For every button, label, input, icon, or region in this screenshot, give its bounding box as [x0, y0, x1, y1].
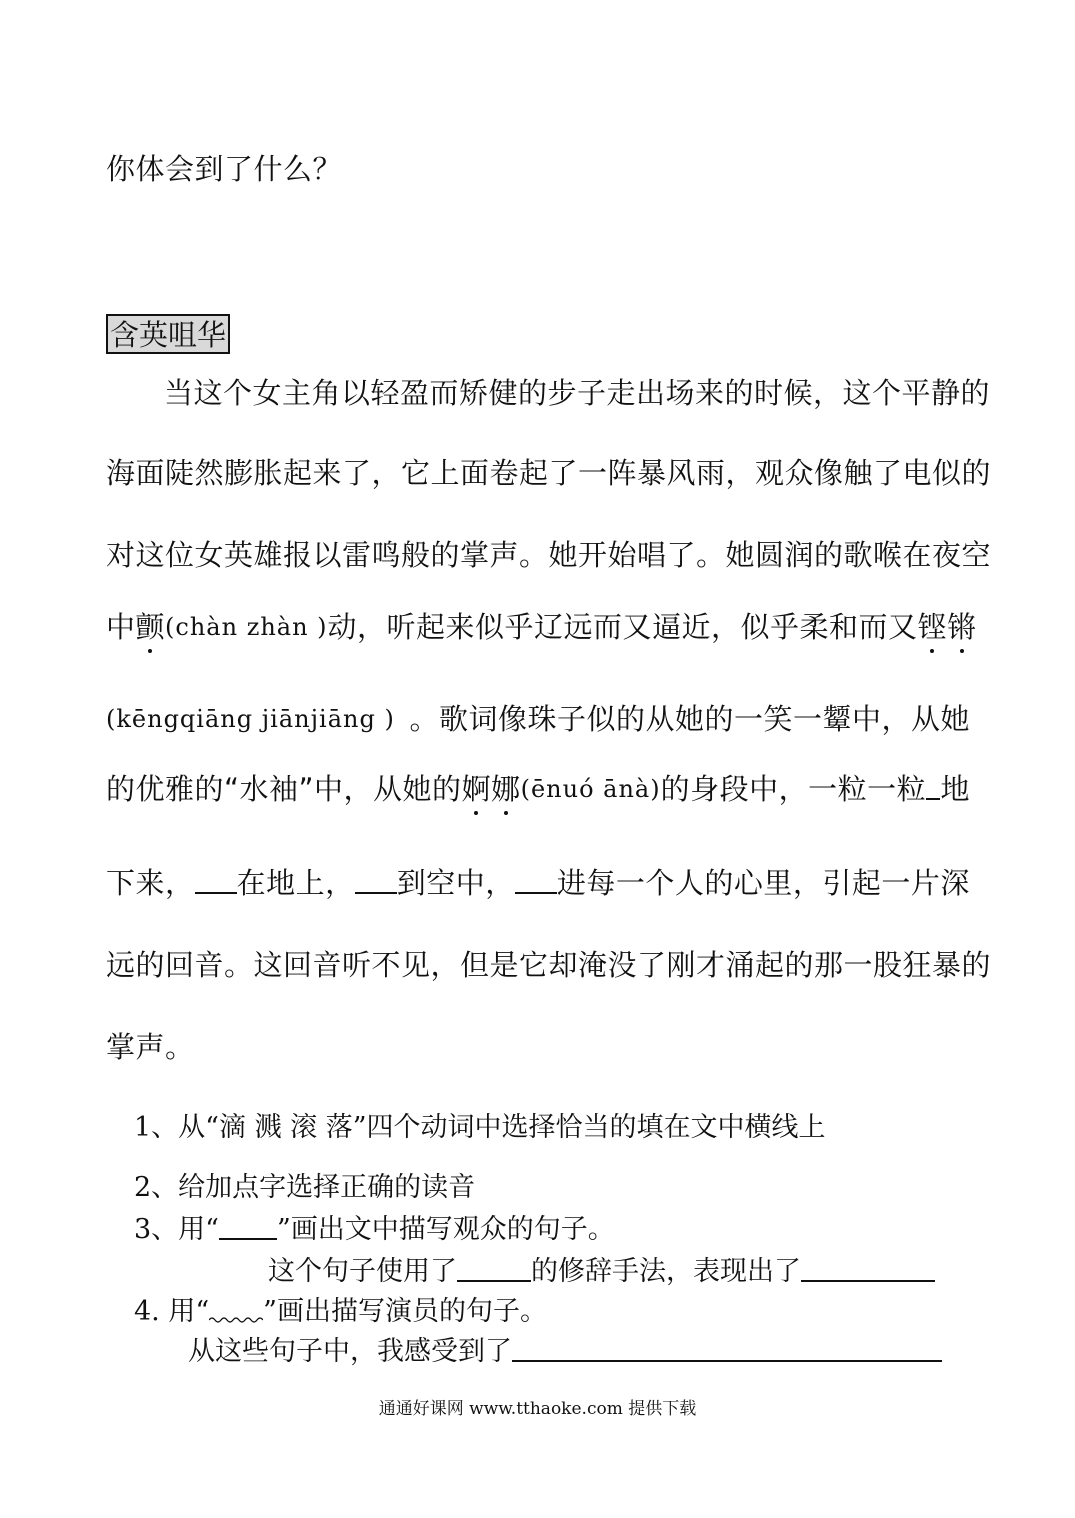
text: 这个句子使用了: [268, 1256, 457, 1287]
fill-blank[interactable]: [515, 866, 557, 894]
answer-blank[interactable]: [801, 1258, 935, 1282]
text: 的身段中，一粒一粒: [660, 772, 927, 806]
question-3-sub: [268, 1256, 935, 1288]
passage-line-2: [106, 456, 992, 490]
fill-blank[interactable]: [926, 772, 940, 800]
text: 中: [106, 610, 136, 644]
pinyin-options: (kēngqiāng jiānjiāng ): [106, 705, 395, 733]
text: 4. 用“: [134, 1296, 210, 1327]
passage-line-5: [106, 702, 970, 736]
text: 这个平静的: [842, 376, 991, 410]
top-question: 你体会到了什么？: [106, 152, 343, 186]
dotted-char: 婀: [461, 772, 492, 806]
text: 到空中，: [396, 866, 515, 900]
section-title: 含英咀华: [106, 314, 230, 354]
question-2: 2、给加点字选择正确的读音: [134, 1172, 476, 1203]
passage-line-9: 掌声。: [106, 1030, 195, 1064]
text: 下来，: [106, 866, 195, 900]
text: 在地上，: [236, 866, 355, 900]
passage-line-8: 远的回音。这回音听不见，但是它却淹没了刚才涌起的那一股狂暴的: [106, 948, 992, 982]
passage-line-3: 对这位女英雄报以雷鸣般的掌声。她开始唱了。她圆润的歌喉在夜空: [106, 538, 992, 572]
text: 海面陡然膨胀起来了，: [106, 456, 402, 490]
footer: 通通好课网 www.tthaoke.com 提供下载: [378, 1399, 697, 1419]
question-4-sub: [188, 1336, 942, 1368]
answer-blank[interactable]: [457, 1258, 531, 1282]
dotted-char: 颤: [135, 610, 166, 644]
dotted-char: 娜: [491, 772, 521, 806]
passage-line-6: [106, 772, 970, 806]
text: 进每一个人的心里，引起一片深: [556, 866, 970, 900]
question-4: [134, 1296, 547, 1328]
text: 观众像触了电似的: [755, 456, 992, 490]
text: 当这个女主角以轻盈而矫健的步子走出场来的时候: [164, 376, 814, 410]
text: ”画出描写演员的句子。: [263, 1296, 547, 1327]
passage-line-7: [106, 866, 970, 900]
text: 动，听起来似乎辽远而又逼近，似乎柔和而又: [327, 610, 918, 644]
text: 它上面卷起了一阵暴风雨，: [401, 456, 756, 490]
dotted-char: 铿: [917, 610, 948, 644]
fill-blank[interactable]: [195, 866, 237, 894]
dotted-char: 锵: [947, 610, 977, 644]
text: 地: [940, 772, 970, 806]
text: 的优雅的“水袖”中，从她的: [106, 772, 462, 806]
text: 从这些句子中，我感受到了: [188, 1336, 512, 1367]
wavy-underline-sample: [209, 1310, 263, 1324]
answer-blank[interactable]: [512, 1338, 942, 1362]
text: ”画出文中描写观众的句子。: [276, 1214, 615, 1245]
text: 3、用“: [134, 1214, 219, 1245]
pinyin-options: (chàn zhàn ): [165, 613, 328, 641]
pinyin-options: (ēnuó ānà): [520, 775, 661, 803]
question-3: [134, 1214, 615, 1246]
text: 。歌词像珠子似的从她的一笑一颦中，从她: [409, 702, 970, 736]
straight-underline-sample: [219, 1216, 277, 1240]
fill-blank[interactable]: [355, 866, 397, 894]
text: ，: [813, 376, 843, 410]
text: 的修辞手法，表现出了: [531, 1256, 801, 1287]
passage-line-4: [106, 610, 977, 644]
question-1: 1、从“滴 溅 滚 落”四个动词中选择恰当的填在文中横线上: [134, 1112, 826, 1143]
passage-line-1: [106, 376, 991, 410]
